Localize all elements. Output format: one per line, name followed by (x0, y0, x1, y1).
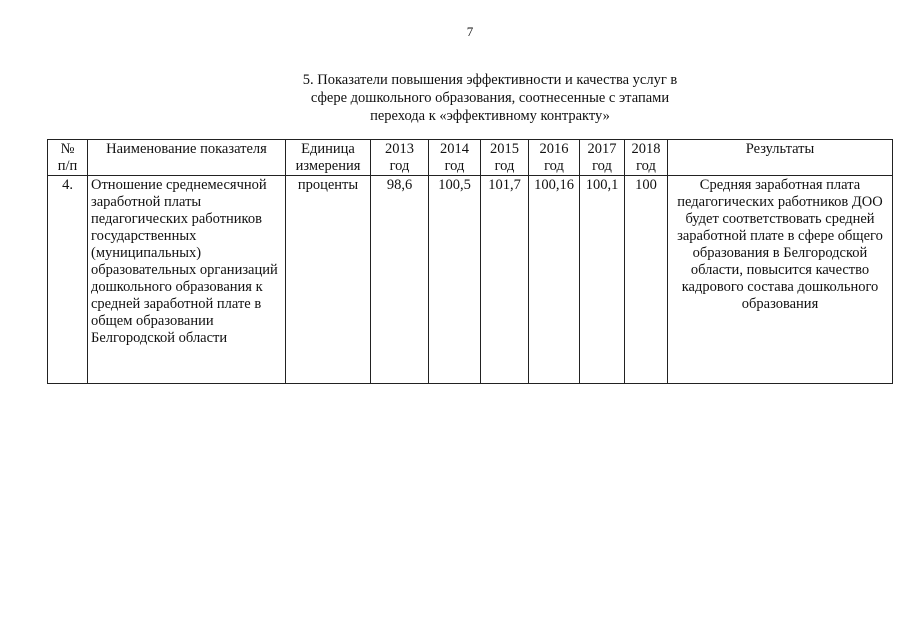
section-title-line: перехода к «эффективному контракту» (370, 108, 610, 124)
row-value-2014: 100,5 (429, 176, 481, 384)
indicators-table (47, 139, 893, 384)
header-num: № п/п (48, 140, 88, 176)
header-unit: Единица измерения (286, 140, 371, 176)
row-value-2016: 100,16 (529, 176, 580, 384)
row-value-2013: 98,6 (371, 176, 429, 384)
page-number: 7 (466, 24, 474, 39)
table-header-row (48, 140, 893, 176)
row-value-2015: 101,7 (481, 176, 529, 384)
row-indicator-name: Отношение среднемесячной заработной платы педагогических работников государственных (муниципальных) образовательных организаций дошкольного образования к средней заработной плате в общем образовании Белгородской области (88, 176, 286, 384)
table-row (48, 176, 893, 384)
header-year-2017: 2017 год (580, 140, 625, 176)
row-num: 4. (48, 176, 88, 384)
section-title-line: 5. Показатели повышения эффективности и качества услуг в (302, 72, 678, 88)
header-year-2013: 2013 год (371, 140, 429, 176)
row-unit: проценты (286, 176, 371, 384)
section-title (230, 71, 750, 125)
row-value-2017: 100,1 (580, 176, 625, 384)
row-result: Средняя заработная плата педагогических работников ДОО будет соответствовать средней заработной плате в сфере общего образования в Белгородской области, повысится качество кадрового состава дошкольного образования (668, 176, 893, 384)
header-name: Наименование показателя (88, 140, 286, 176)
section-title-line: сфере дошкольного образования, соотнесенные с этапами (310, 90, 670, 106)
header-year-2018: 2018 год (625, 140, 668, 176)
row-value-2018: 100 (625, 176, 668, 384)
header-year-2014: 2014 год (429, 140, 481, 176)
header-year-2015: 2015 год (481, 140, 529, 176)
header-year-2016: 2016 год (529, 140, 580, 176)
header-results: Результаты (668, 140, 893, 176)
